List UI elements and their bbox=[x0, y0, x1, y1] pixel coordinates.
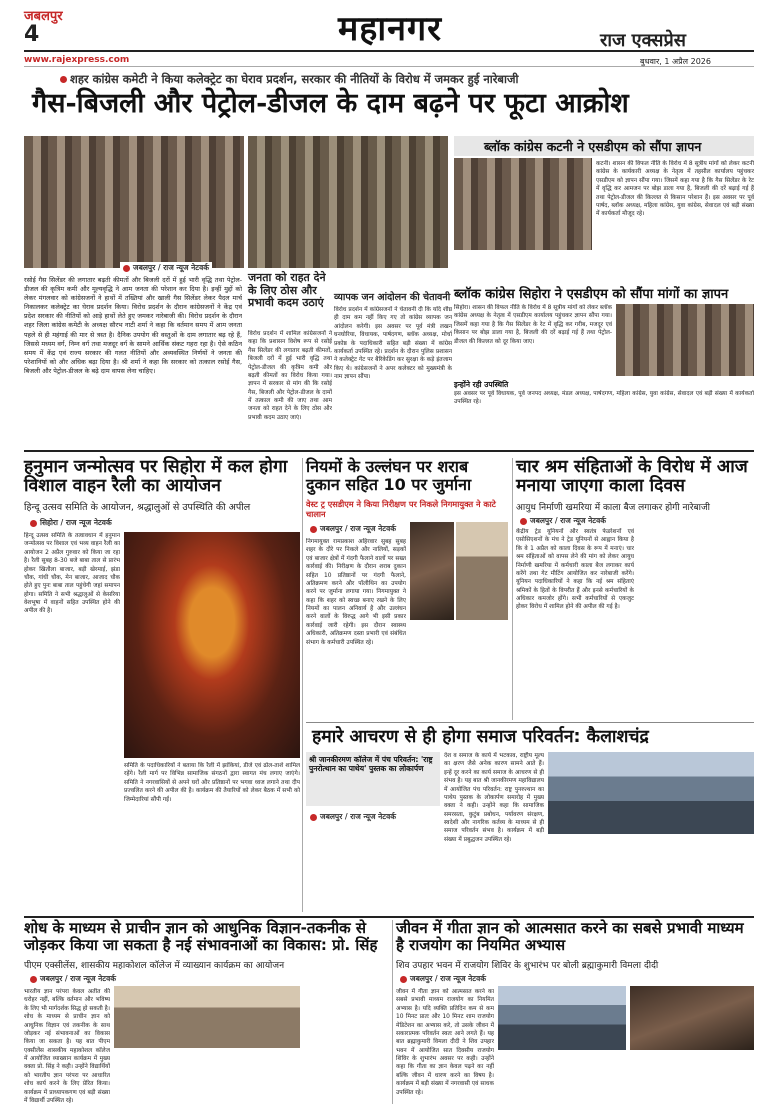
hanuman-headline: हनुमान जन्मोत्सव पर सिहोरा में कल होगा विशाल वाहन रैली का आयोजन bbox=[24, 457, 288, 497]
column-divider bbox=[512, 458, 513, 720]
lead-headline: गैस-बिजली और पेट्रोल-डीजल के दाम बढ़ने पर फूटा आक्रोश bbox=[32, 88, 629, 119]
gita-subline: शिव उपहार भवन में राजयोग शिविर के शुभारंभ पर बोली ब्रह्माकुमारी विमला दीदी bbox=[396, 961, 659, 971]
hanuman-subline: हिन्दू उत्सव समिति के आयोजन, श्रद्धालुओं से उपस्थिति की अपील bbox=[24, 502, 251, 513]
kailash-subline: श्री जानकीरमण कॉलेज में पंच परिवर्तन: 'राष्ट्र पुनरोत्थान का पाथेय' पुस्तक का लोकार्पण bbox=[309, 755, 433, 774]
gita-body: जीवन में गीता ज्ञान को आत्मसात करने का सबसे प्रभावी माध्यम राजयोग का नियमित अभ्यास है। यदि व्यक्ति प्रतिदिन कम से कम 10 मिनट प्रातः और 10 मिनट शाम राजयोग मेडिटेशन का अभ्यास करे, तो उसके जीवन में सकारात्मक परिवर्तन स्वतः आने लगते हैं। यह बात ब्रह्माकुमारी विमला दीदी ने शिव उपहार भवन में आयोजित सात दिवसीय राजयोग शिविर के शुभारंभ अवसर पर कही। उन्होंने कहा कि गीता का ज्ञान केवल पढ़ने का नहीं बल्कि जीवन में धारण करने का विषय है। कार्यक्रम में बड़ी संख्या में नगरवासी एवं साधक उपस्थित रहे। bbox=[396, 989, 494, 1096]
hanuman-body-col2: समिति के पदाधिकारियों ने बताया कि रैली में झांकियां, डीजे एवं ढोल-ताशे शामिल रहेंगे। रैली मार्ग पर विभिन्न सामाजिक संगठनों द्वारा स्वागत मंच लगाए जाएंगे। समिति ने नगरवासियों से अपने घरों और प्रतिष्ठानों पर भगवा ध्वज लगाने तथा दीप प्रज्वलित करने की अपील की है। कार्यक्रम की तैयारियों को लेकर बैठक में सभी को जिम्मेदारियां सौंपी गईं। bbox=[124, 763, 300, 803]
research-body-right bbox=[304, 986, 388, 1050]
labour-headline: चार श्रम संहिताओं के विरोध में आज मनाया जाएगा काला दिवस bbox=[516, 457, 748, 497]
sihora-block-sub-body: इस अवसर पर पूर्व विधायक, पूर्व जनपद अध्यक्ष, मंडल अध्यक्ष, पार्षदगण, महिला कांग्रेस, युवा कांग्रेस, सेवादल एवं बड़ी संख्या में कार्यकर्ता उपस्थित रहे। bbox=[454, 391, 754, 406]
masthead-url[interactable]: www.rajexpress.com bbox=[24, 55, 130, 65]
hanuman-body-col1: हिन्दू उत्सव समिति के तत्वावधान में हनुमान जन्मोत्सव पर विशाल एवं भव्य वाहन रैली का आयोजन 2 अप्रैल गुरुवार को किया जा रहा है। रैली सुबह 8-30 बजे बाबा ताल से प्रारंभ होकर खितौला बाजार, बड़ी खेरमाई, झंडा चौक, गांधी चौक, मेन बाजार, आजाद चौक होते हुए पुनः बाबा ताल पहुंचेगी जहां समापन होगा। समिति ने सभी श्रद्धालुओं से केसरिया वेशभूषा में वाहनों सहित उपस्थित होने की अपील की है। bbox=[24, 533, 120, 615]
lead-body: रसोई गैस सिलेंडर की लगातार बढ़ती कीमतों और बिजली दरों में हुई भारी वृद्धि तथा पेट्रोल-डीजल की कृत्रिम कमी और मूल्यवृद्धि ने आम जनता की परेशान कर दिया है। इन्हीं मुद्दों को लेकर मंगलवार को कांग्रेसजनों ने हाथों में तख्तियां और खाली गैस सिलेंडर लेकर पैदल मार्च निकालकर कलेक्ट्रेट का घेराव प्रदर्शन किया। विरोध प्रदर्शन के दौरान कांग्रेसजनों ने केंद्र एवं प्रदेश सरकार की नीतियों को आड़े हाथों लेते हुए जमकर नारेबाजी की। विरोध प्रदर्शन के दौरान शहर जिला कांग्रेस कमेटी के अध्यक्ष सौरभ नाटी शर्मा ने कहा कि वर्तमान समय में आम जनता पहले से ही महंगाई की मार से त्रस्त है। दैनिक उपयोग की वस्तुओं के दाम लगातार बढ़ रहे हैं, जिससे मध्यम वर्ग, निम्न वर्ग तथा मजदूर वर्ग के सामने आर्थिक संकट गहरा रहा है। ऐसे कठिन समय में केंद्र एवं राज्य सरकार की गलत नीतियों और अव्यवस्थित निर्णयों ने जनता की परेशानियों को और अधिक बढ़ा दिया है। श्री शर्मा ने कहा कि सरकार को तत्काल रसोई गैस, बिजली और पेट्रोल-डीजल के बढ़े दाम वापस लेना चाहिए। bbox=[24, 276, 242, 375]
rules-body: निगमायुक्त रामप्रकाश अहिरवार सुबह सुबह शहर के दौरे पर निकले और नालियों, सड़कों एवं बाजार क्षेत्रों में गंदगी फैलाने वालों पर सख्त कार्रवाई की। निरीक्षण के दौरान शराब दुकान सहित 10 प्रतिष्ठानों पर गंदगी फैलाने, अतिक्रमण करने और पॉलीथिन का उपयोग करने पर जुर्माना लगाया गया। निगमायुक्त ने कहा कि शहर को स्वच्छ बनाए रखने के लिए नियमों का पालन अनिवार्य है और उल्लंघन करने वालों के विरुद्ध आगे भी इसी प्रकार कार्रवाई जारी रहेगी। इस दौरान स्वास्थ्य अधिकारी, अतिक्रमण दस्ता प्रभारी एवं संबंधित संभाग के कर्मचारी उपस्थित रहे। bbox=[306, 539, 406, 646]
hanuman-idol-photo bbox=[124, 532, 300, 758]
labour-subline: आयुध निर्माणी खमरिया में काला बैज लगाकर होगी नारेबाजी bbox=[516, 503, 710, 513]
research-body-continued bbox=[114, 1050, 388, 1104]
rules-photo-1 bbox=[410, 522, 454, 620]
sihora-block-subhead: इन्होंने रही उपस्थिति bbox=[454, 380, 509, 389]
rules-subline: वेस्ट ट्र एसडीएम ने किया निरीक्षण पर निकले निगमायुक्त ने काटे चालान bbox=[306, 499, 496, 519]
sihora-block-body: सिहोरा। शासन की विफल नीति के विरोध में 8 सूत्रीय मांगों को लेकर ब्लॉक कांग्रेस अध्यक्ष के नेतृत्व में एसडीएम कार्यालय पहुंचकर ज्ञापन सौंपा गया। जिसमें कहा गया है कि गैस सिलेंडर के रेट में वृद्धि कर गरीब, मजदूर एवं किसान पर बोझ डाला गया है, बिजली की दरें बढ़ाई गई हैं तथा पेट्रोल-डीजल की किल्लत को दूर किया जाए। bbox=[454, 305, 612, 345]
kailash-byline-text: जबलपुर / राज न्यूज नेटवर्क bbox=[320, 812, 397, 821]
katni-photo bbox=[454, 158, 592, 250]
gita-photo-2 bbox=[630, 986, 754, 1050]
lead-box-subhead: जनता को राहत देने के लिए ठोस और प्रभावी कदम उठाएं bbox=[248, 271, 326, 310]
sihora-block-box bbox=[454, 284, 754, 444]
masthead-page-number: 4 bbox=[24, 22, 40, 47]
lead-byline-text: जबलपुर / राज न्यूज नेटवर्क bbox=[133, 263, 210, 272]
labour-body-continued bbox=[638, 516, 754, 720]
location-pin-icon bbox=[520, 518, 527, 525]
hanuman-byline-text: सिहोरा / राज न्यूज नेटवर्क bbox=[40, 518, 112, 527]
gita-byline-text: जबलपुर / राज न्यूज नेटवर्क bbox=[410, 974, 487, 983]
kailash-body: देश व समाज के कार्य में भटकाव, राष्ट्रीय मूल्य का क्षरण जैसे अनेक कारण सामने आते हैं। इन्हें दूर करने का कार्य समाज के आचरण से ही संभव है। यह बात श्री जानकीरमण महाविद्यालय में आयोजित पंच परिवर्तन: राष्ट्र पुनरुत्थान का पाथेय पुस्तक के लोकार्पण समारोह में मुख्य वक्ता ने कही। उन्होंने कहा कि सामाजिक समरसता, कुटुंब प्रबोधन, पर्यावरण संरक्षण, स्वदेशी और नागरिक कर्तव्य के माध्यम से ही समाज परिवर्तन संभव है। कार्यक्रम में बड़ी संख्या में प्रबुद्धजन उपस्थित रहे। bbox=[444, 753, 544, 843]
lead-kicker-text: शहर कांग्रेस कमेटी ने किया कलेक्ट्रेट का घेराव प्रदर्शन, सरकार की नीतियों के विरोध में जमकर हुई नारेबाजी bbox=[70, 72, 519, 86]
katni-headline: ब्लॉक कांग्रेस कटनी ने एसडीएम को सौंपा ज्ञापन bbox=[454, 136, 754, 156]
location-pin-icon bbox=[400, 976, 407, 983]
gita-headline: जीवन में गीता ज्ञान को आत्मसात करने का सबसे प्रभावी माध्यम है राजयोग का नियमित अभ्यास bbox=[396, 919, 744, 955]
katni-box bbox=[454, 136, 754, 282]
lead-col-body: विरोध प्रदर्शन में कांग्रेसजनों ने चेतावनी दी कि यदि शीघ्र ही दाम कम नहीं किए गए तो कांग्रेस व्यापक जन आंदोलन करेगी। इस अवसर पर पूर्व मंत्री लखन घनघोरिया, विधायक, पार्षदगण, ब्लॉक अध्यक्ष, मोर्चा प्रकोष्ठ के पदाधिकारी सहित बड़ी संख्या में कांग्रेस कार्यकर्ता उपस्थित रहे। प्रदर्शन के दौरान पुलिस प्रशासन ने कलेक्ट्रेट गेट पर बैरिकेडिंग कर सुरक्षा के कड़े इंतजाम किए थे। कांग्रेसजनों ने अपर कलेक्टर को मुख्यमंत्री के नाम ज्ञापन सौंपा। bbox=[334, 307, 452, 380]
masthead-section-title: महानगर bbox=[337, 9, 443, 49]
hanuman-byline bbox=[30, 518, 112, 528]
divider-line bbox=[24, 916, 754, 918]
rules-photo-2 bbox=[456, 522, 508, 620]
masthead bbox=[0, 0, 778, 68]
labour-byline-text: जबलपुर / राज न्यूज नेटवर्क bbox=[530, 516, 607, 525]
research-body: भारतीय ज्ञान परंपरा केवल अतीत की धरोहर नहीं, बल्कि वर्तमान और भविष्य के लिए भी मार्गदर्शक सिद्ध हो सकती है। शोध के माध्यम से प्राचीन ज्ञान को आधुनिक विज्ञान एवं तकनीक के साथ जोड़कर नई संभावनाओं का विकास किया जा सकता है। यह बात पीएम एक्सीलेंस शासकीय महाकोशल कॉलेज में आयोजित व्याख्यान कार्यक्रम में मुख्य वक्ता प्रो. सिंह ने कही। उन्होंने विद्यार्थियों को भारतीय ज्ञान परंपरा पर आधारित शोध कार्य करने के लिए प्रेरित किया। कार्यक्रम में प्राध्यापकगण एवं बड़ी संख्या में विद्यार्थी उपस्थित रहे। bbox=[24, 989, 110, 1104]
kailash-byline bbox=[310, 812, 396, 822]
masthead-city: जबलपुर bbox=[24, 9, 63, 24]
location-pin-icon bbox=[30, 520, 37, 527]
sihora-block-photo bbox=[616, 304, 754, 376]
column-divider bbox=[302, 458, 303, 912]
location-pin-icon bbox=[310, 814, 317, 821]
rules-body-continued bbox=[410, 624, 508, 720]
gita-body-continued bbox=[498, 1052, 754, 1104]
kailash-headline: हमारे आचरण से ही होगा समाज परिवर्तन: कैलाशचंद्र bbox=[312, 727, 649, 747]
column-divider bbox=[392, 920, 393, 1104]
location-pin-icon bbox=[310, 526, 317, 533]
lead-photo-protest-march bbox=[248, 136, 448, 268]
gita-byline bbox=[400, 974, 486, 984]
lead-byline bbox=[120, 262, 212, 274]
katni-body: कटनी। शासन की विफल नीति के विरोध में 8 सूत्रीय मांगों को लेकर कटनी कांग्रेस के कार्यकारी अध्यक्ष के नेतृत्व में तहसील कार्यालय पहुंचकर एसडीएम को ज्ञापन सौंपा गया। जिसमें कहा गया है कि गैस सिलेंडर के रेट में वृद्धि कर आमजन पर बोझ डाला गया है, बिजली की दरें बढ़ाई गई हैं तथा पेट्रोल-डीजल की किल्लत से किसान परेशान हैं। इस अवसर पर पूर्व पार्षद, ब्लॉक अध्यक्ष, महिला कांग्रेस, युवा कांग्रेस, सेवादल एवं बड़ी संख्या में कार्यकर्ता मौजूद रहे। bbox=[596, 161, 754, 218]
rules-byline-text: जबलपुर / राज न्यूज नेटवर्क bbox=[320, 524, 397, 533]
kailash-subline-box bbox=[306, 752, 440, 806]
kailash-body-continued bbox=[548, 838, 754, 912]
divider-line bbox=[306, 722, 754, 723]
lead-kicker bbox=[60, 72, 750, 87]
location-pin-icon bbox=[123, 265, 130, 272]
masthead-brand: राज एक्सप्रेस bbox=[600, 30, 686, 51]
sihora-block-headline: ब्लॉक कांग्रेस सिहोरा ने एसडीएम को सौंपा मांगों का ज्ञापन bbox=[454, 287, 729, 302]
masthead-date: बुधवार, 1 अप्रैल 2026 bbox=[640, 57, 711, 66]
lead-col-subhead: व्यापक जन आंदोलन की चेतावनी bbox=[334, 292, 451, 303]
research-subline: पीएम एक्सीलेंस, शासकीय महाकोशल कॉलेज में व्याख्यान कार्यक्रम का आयोजन bbox=[24, 961, 285, 971]
research-byline-text: जबलपुर / राज न्यूज नेटवर्क bbox=[40, 974, 117, 983]
rules-byline bbox=[310, 524, 396, 534]
lead-photo-protest-cylinders bbox=[24, 136, 244, 268]
divider-line bbox=[24, 450, 754, 452]
labour-byline bbox=[520, 516, 606, 526]
research-headline: शोध के माध्यम से प्राचीन ज्ञान को आधुनिक विज्ञान-तकनीक से जोड़कर किया जा सकता है नई संभावनाओं का विकास: प्रो. सिंह bbox=[24, 919, 378, 955]
kailash-photo bbox=[548, 752, 754, 834]
lead-box-body: विरोध प्रदर्शन में शामिल कांग्रेसजनों ने कहा कि प्रशासन विशेष रूप से रसोई गैस सिलेंडर की लगातार बढ़ती कीमतों, बिजली दरों में हुई भारी वृद्धि तथा पेट्रोल-डीजल की कृत्रिम कमी और बढ़ती कीमतों का विरोध किया गया। ज्ञापन में सरकार से मांग की कि रसोई गैस, बिजली और पेट्रोल-डीजल के दामों में तत्काल कमी की जाए तथा आम जनता को राहत देने के लिए ठोस और प्रभावी कदम उठाए जाएं। bbox=[248, 331, 332, 421]
research-byline bbox=[30, 974, 116, 984]
rules-headline: नियमों के उल्लंघन पर शराब दुकान सहित 10 पर जुर्माना bbox=[306, 457, 472, 494]
research-photo bbox=[114, 986, 300, 1048]
gita-photo-1 bbox=[498, 986, 626, 1050]
location-pin-icon bbox=[60, 76, 67, 83]
labour-body: केंद्रीय ट्रेड यूनियनों और स्वतंत्र फेडरेशनों एवं एसोसिएशनों के मंच ने ट्रेड यूनियनों से आह्वान किया है कि वे 1 अप्रैल को काला दिवस के रूप में मनाएं। चार श्रम संहिताओं को वापस लेने की मांग को लेकर आयुध निर्माणी खमरिया में कर्मचारी काला बैज लगाकर कार्य करेंगे तथा गेट मीटिंग आयोजित कर नारेबाजी करेंगे। यूनियन पदाधिकारियों ने कहा कि नई श्रम संहिताएं श्रमिकों के हितों के विपरीत हैं और इनसे कर्मचारियों के अधिकार कमजोर होंगे। सभी कर्मचारियों से एकजुट होकर विरोध में शामिल होने की अपील की गई है। bbox=[516, 529, 634, 611]
location-pin-icon bbox=[30, 976, 37, 983]
